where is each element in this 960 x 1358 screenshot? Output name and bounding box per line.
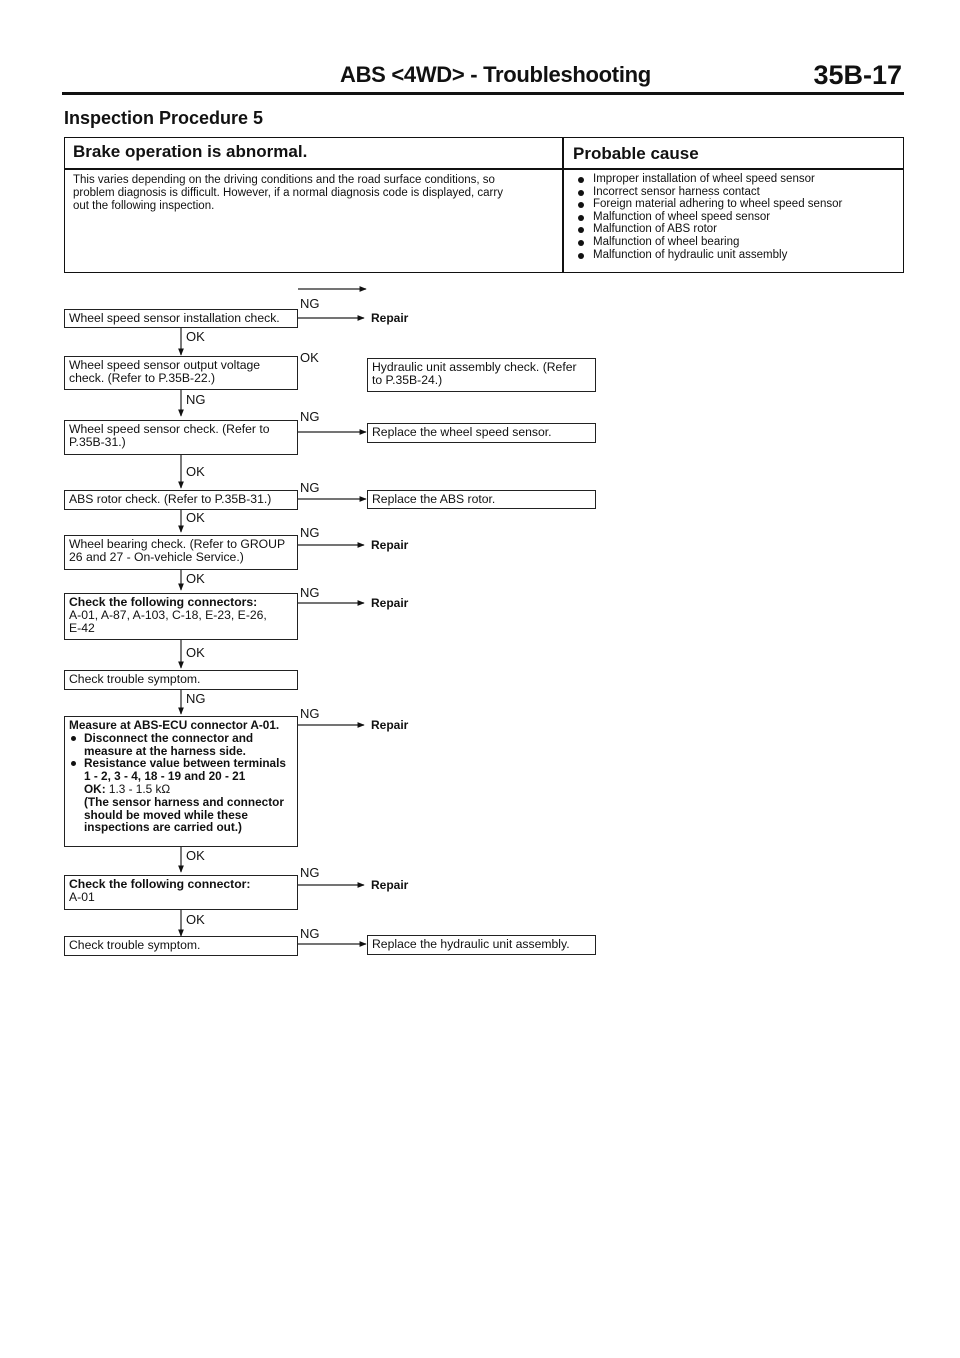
ng-label: NG bbox=[300, 585, 320, 600]
result-replace-abs-rotor: Replace the ABS rotor. bbox=[367, 490, 596, 509]
action-repair: Repair bbox=[371, 718, 409, 732]
ng-label: NG bbox=[300, 296, 320, 311]
cause-item: Improper installation of wheel speed sensor bbox=[573, 173, 898, 186]
ok-label: OK bbox=[186, 848, 205, 863]
step-check-trouble-symptom-final: Check trouble symptom. bbox=[64, 936, 298, 956]
step-connectors-check: Check the following connectors: A-01, A-87, A-103, C-18, E-23, E-26, E-42 bbox=[64, 593, 298, 640]
bullet-icon bbox=[71, 736, 76, 741]
description-line: This varies depending on the driving conditions and the road surface conditions, so bbox=[73, 174, 495, 186]
page-number: 35B-17 bbox=[813, 60, 902, 90]
ng-label: NG bbox=[300, 865, 320, 880]
ok-label: OK bbox=[186, 510, 205, 525]
ok-label: OK bbox=[186, 912, 205, 927]
measure-bullet: Disconnect the connector and measure at the harness side. bbox=[69, 732, 293, 758]
cause-item: Malfunction of hydraulic unit assembly bbox=[573, 249, 898, 262]
procedure-title: Inspection Procedure 5 bbox=[64, 108, 264, 128]
cause-item: Incorrect sensor harness contact bbox=[573, 186, 898, 199]
ng-label: NG bbox=[300, 926, 320, 941]
ok-label: OK bbox=[300, 350, 319, 365]
description-line: problem diagnosis is difficult. However, if a normal diagnosis code is displayed, carry bbox=[73, 187, 503, 199]
ok-label: OK bbox=[186, 329, 205, 344]
step-output-voltage-check: Wheel speed sensor output voltage check. (Refer to P.35B-22.) bbox=[64, 356, 298, 390]
action-repair: Repair bbox=[371, 538, 409, 552]
section-title: ABS <4WD> - Troubleshooting bbox=[340, 62, 651, 87]
action-repair: Repair bbox=[371, 878, 409, 892]
description-line: out the following inspection. bbox=[73, 200, 215, 212]
ng-label: NG bbox=[186, 691, 206, 706]
cause-item: Malfunction of wheel speed sensor bbox=[573, 211, 898, 224]
ng-label: NG bbox=[300, 409, 320, 424]
ng-label: NG bbox=[300, 525, 320, 540]
measure-bullet: Resistance value between terminals 1 - 2, 3 - 4, 18 - 19 and 20 - 21 bbox=[69, 757, 293, 783]
result-replace-wheel-speed-sensor: Replace the wheel speed sensor. bbox=[367, 423, 596, 443]
action-repair: Repair bbox=[371, 596, 409, 610]
ok-label: OK bbox=[186, 464, 205, 479]
cause-item: Foreign material adhering to wheel speed sensor bbox=[573, 198, 898, 211]
ok-spec: OK: 1.3 - 1.5 kΩ bbox=[84, 781, 171, 796]
action-repair: Repair bbox=[371, 311, 409, 325]
result-replace-hydraulic-unit: Replace the hydraulic unit assembly. bbox=[367, 935, 596, 955]
ok-label: OK bbox=[186, 645, 205, 660]
ng-label: NG bbox=[300, 706, 320, 721]
step-abs-rotor-check: ABS rotor check. (Refer to P.35B-31.) bbox=[64, 490, 298, 510]
step-wheel-speed-sensor-check: Wheel speed sensor check. (Refer to P.35B-31.) bbox=[64, 420, 298, 455]
step-connector-a01-check: Check the following connector: A-01 bbox=[64, 875, 298, 910]
ng-label: NG bbox=[300, 480, 320, 495]
step-wheel-bearing-check: Wheel bearing check. (Refer to GROUP 26 and 27 - On-vehicle Service.) bbox=[64, 535, 298, 570]
step-check-trouble-symptom: Check trouble symptom. bbox=[64, 670, 298, 690]
ok-label: OK bbox=[186, 571, 205, 586]
step-measure-abs-ecu: Measure at ABS-ECU connector A-01. Disconnect the connector and measure at the harness side. Resistance value between terminals 1 - 2, 3 - 4, 18 - 19 and 20 - 21 OK: 1.3 - 1.5 kΩ (The sensor harness and connector should be moved while these inspections are carried out.) bbox=[64, 716, 298, 847]
result-hydraulic-unit-check: Hydraulic unit assembly check. (Refer to P.35B-24.) bbox=[367, 358, 596, 392]
cause-item: Malfunction of wheel bearing bbox=[573, 236, 898, 249]
probable-cause-heading: Probable cause bbox=[573, 144, 699, 163]
bullet-icon bbox=[71, 761, 76, 766]
symptom-heading: Brake operation is abnormal. bbox=[73, 142, 308, 161]
step-sensor-installation-check: Wheel speed sensor installation check. bbox=[64, 309, 298, 328]
ng-label: NG bbox=[186, 392, 206, 407]
cause-item: Malfunction of ABS rotor bbox=[573, 223, 898, 236]
